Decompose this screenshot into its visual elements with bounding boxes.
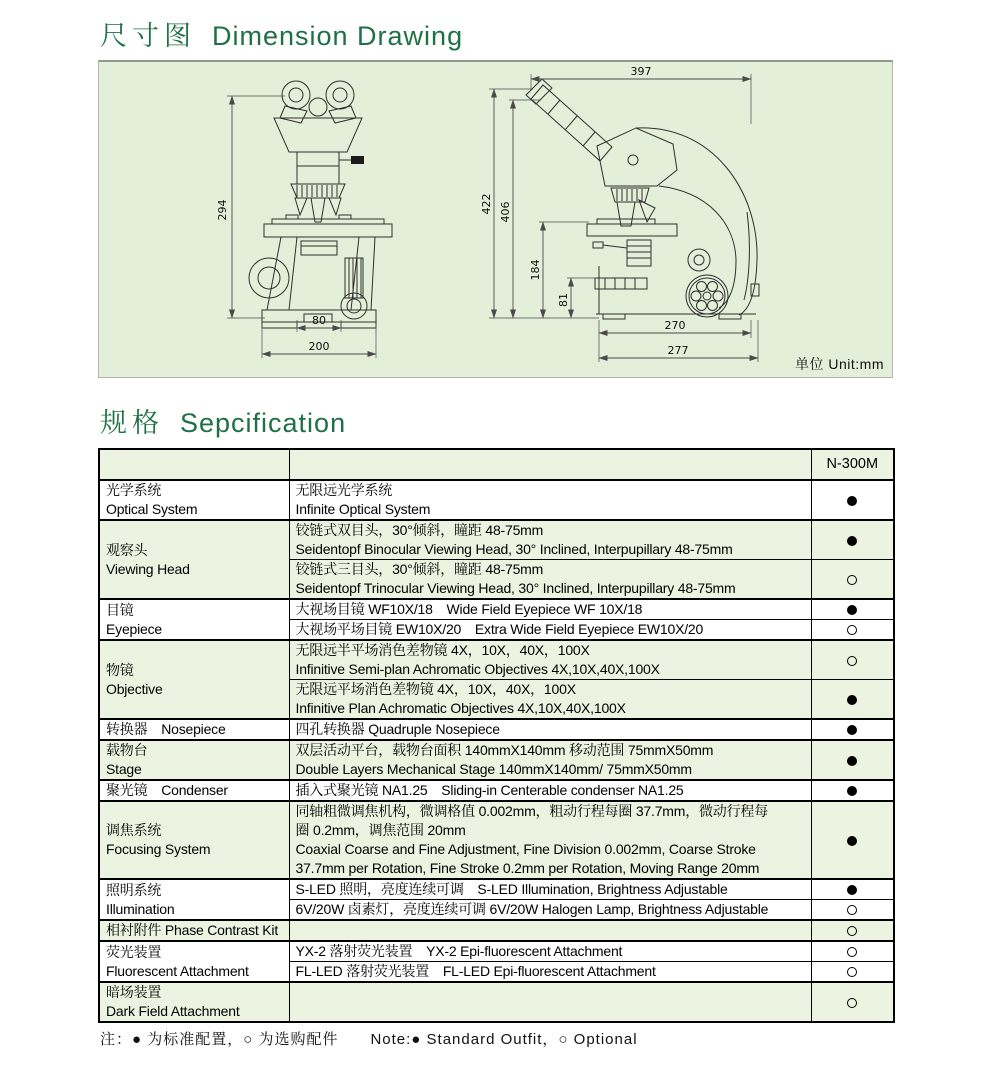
spec-description-cell: FL-LED 落射荧光装置 FL-LED Epi-fluorescent Attachment	[289, 962, 811, 983]
category-cell: 照明系统 Illumination	[99, 879, 289, 920]
standard-dot-icon	[847, 695, 857, 705]
availability-cell	[811, 560, 894, 600]
spec-table	[98, 448, 895, 1023]
spec-description-cell: 大视场平场目镜 EW10X/20 Extra Wide Field Eyepiece EW10X/20	[289, 620, 811, 641]
standard-dot-icon	[847, 496, 857, 506]
availability-cell	[811, 680, 894, 720]
spec-description-cell: 插入式聚光镜 NA1.25 Sliding-in Centerable condenser NA1.25	[289, 780, 811, 801]
spec-description-cell: 同轴粗微调焦机构，微调格值 0.002mm，粗动行程每圈 37.7mm，微动行程每 圈 0.2mm，调焦范围 20mm Coaxial Coarse and Fine Adjustment, Fine Division 0.002mm, Coarse Stroke 37.7mm per Rotation, Fine Stroke 0.2mm per Rotation, Moving Range 20mm	[289, 801, 811, 879]
spec-description-cell: 无限远半平场消色差物镜 4X，10X，40X，100X Infinitive Semi-plan Achromatic Objectives 4X,10X,40X,100X	[289, 640, 811, 680]
spec-description-cell: 大视场目镜 WF10X/18 Wide Field Eyepiece WF 10X/18	[289, 599, 811, 620]
standard-dot-icon	[847, 836, 857, 846]
header-empty-description-cell	[289, 449, 811, 480]
side-view-drawing	[526, 79, 759, 319]
table-row	[99, 719, 894, 740]
spec-description-cell	[289, 920, 811, 941]
optional-dot-icon	[847, 625, 857, 635]
table-row	[99, 740, 894, 780]
standard-dot-icon	[847, 605, 857, 615]
spec-description-cell	[289, 982, 811, 1022]
category-cell: 暗场装置 Dark Field Attachment	[99, 982, 289, 1022]
category-cell: 光学系统 Optical System	[99, 480, 289, 520]
optional-dot-icon	[847, 905, 857, 915]
availability-cell	[811, 780, 894, 801]
dimension-drawing-svg	[99, 62, 892, 377]
availability-cell	[811, 599, 894, 620]
table-row	[99, 520, 894, 560]
availability-cell	[811, 719, 894, 740]
front-height-dim-label: 294	[216, 199, 229, 221]
availability-cell	[811, 740, 894, 780]
dimension-drawing-panel	[98, 60, 893, 378]
side-body-height-dim-label: 406	[499, 201, 512, 223]
standard-dot-icon	[847, 786, 857, 796]
availability-cell	[811, 941, 894, 962]
front-feet-width-dim-label: 80	[312, 314, 326, 327]
optional-dot-icon	[847, 998, 857, 1008]
spec-description-cell: 铰链式双目头，30°倾斜，瞳距 48-75mm Seidentopf Binocular Viewing Head, 30° Inclined, Interpupillary 48-75mm	[289, 520, 811, 560]
availability-cell	[811, 920, 894, 941]
category-cell: 聚光镜 Condenser	[99, 780, 289, 801]
table-row	[99, 780, 894, 801]
availability-cell	[811, 982, 894, 1022]
table-header-row	[99, 449, 894, 480]
table-row	[99, 480, 894, 520]
availability-cell	[811, 620, 894, 641]
category-cell: 转换器 Nosepiece	[99, 719, 289, 740]
category-cell: 目镜 Eyepiece	[99, 599, 289, 640]
front-view-drawing	[249, 81, 392, 328]
table-row	[99, 941, 894, 962]
spec-description-cell: 无限远光学系统 Infinite Optical System	[289, 480, 811, 520]
section-title-specification	[100, 401, 346, 440]
optional-dot-icon	[847, 967, 857, 977]
availability-cell	[811, 640, 894, 680]
section-title-zh: 尺寸图	[100, 21, 196, 51]
model-header-cell: N-300M	[811, 449, 894, 480]
category-cell: 观察头 Viewing Head	[99, 520, 289, 599]
category-cell: 荧光装置 Fluorescent Attachment	[99, 941, 289, 982]
category-cell: 相衬附件 Phase Contrast Kit	[99, 920, 289, 941]
section-title-en: Sepcification	[180, 408, 347, 438]
header-empty-category-cell	[99, 449, 289, 480]
availability-cell	[811, 480, 894, 520]
unit-note: 单位 Unit:mm	[795, 356, 884, 372]
category-cell: 调焦系统 Focusing System	[99, 801, 289, 879]
table-row	[99, 879, 894, 900]
availability-cell	[811, 801, 894, 879]
side-base-depth-dim-label: 270	[664, 319, 686, 332]
side-overall-depth-dim-label: 277	[667, 344, 689, 357]
table-row	[99, 640, 894, 680]
availability-cell	[811, 520, 894, 560]
side-total-height-dim-label: 422	[480, 193, 493, 215]
spec-description-cell: YX-2 落射荧光装置 YX-2 Epi-fluorescent Attachment	[289, 941, 811, 962]
spec-description-cell: 无限远平场消色差物镜 4X，10X，40X，100X Infinitive Plan Achromatic Objectives 4X,10X,40X,100X	[289, 680, 811, 720]
optional-dot-icon	[847, 656, 857, 666]
table-row	[99, 982, 894, 1022]
availability-cell	[811, 879, 894, 900]
category-cell: 物镜 Objective	[99, 640, 289, 719]
standard-dot-icon	[847, 885, 857, 895]
side-top-width-dim-label: 397	[630, 65, 652, 78]
table-row	[99, 801, 894, 879]
standard-dot-icon	[847, 536, 857, 546]
standard-dot-icon	[847, 756, 857, 766]
availability-cell	[811, 962, 894, 983]
spec-description-cell: 四孔转换器 Quadruple Nosepiece	[289, 719, 811, 740]
side-lower-height-dim-label: 81	[557, 293, 570, 307]
spec-description-cell: 6V/20W 卤素灯，亮度连续可调 6V/20W Halogen Lamp, Brightness Adjustable	[289, 900, 811, 921]
side-stage-height-dim-label: 184	[529, 259, 542, 281]
spec-description-cell: 铰链式三目头，30°倾斜，瞳距 48-75mm Seidentopf Trinocular Viewing Head, 30° Inclined, Interpupillary 48-75mm	[289, 560, 811, 600]
footer-legend-note: 注：● 为标准配置，○ 为选购配件 Note:● Standard Outfit，○ Optional	[100, 1031, 638, 1048]
front-base-width-dim-label: 200	[308, 340, 330, 353]
table-row	[99, 920, 894, 941]
availability-cell	[811, 900, 894, 921]
spec-description-cell: S-LED 照明，亮度连续可调 S-LED Illumination, Brightness Adjustable	[289, 879, 811, 900]
optional-dot-icon	[847, 926, 857, 936]
section-title-zh: 规格	[100, 408, 164, 438]
spec-description-cell: 双层活动平台，载物台面积 140mmX140mm 移动范围 75mmX50mm Double Layers Mechanical Stage 140mmX140mm/ 75mmX50mm	[289, 740, 811, 780]
section-title-dimension-drawing	[100, 14, 463, 53]
spec-table-body	[99, 449, 894, 1022]
section-title-en: Dimension Drawing	[212, 21, 464, 51]
optional-dot-icon	[847, 575, 857, 585]
category-cell: 载物台 Stage	[99, 740, 289, 780]
standard-dot-icon	[847, 725, 857, 735]
table-row	[99, 599, 894, 620]
optional-dot-icon	[847, 947, 857, 957]
